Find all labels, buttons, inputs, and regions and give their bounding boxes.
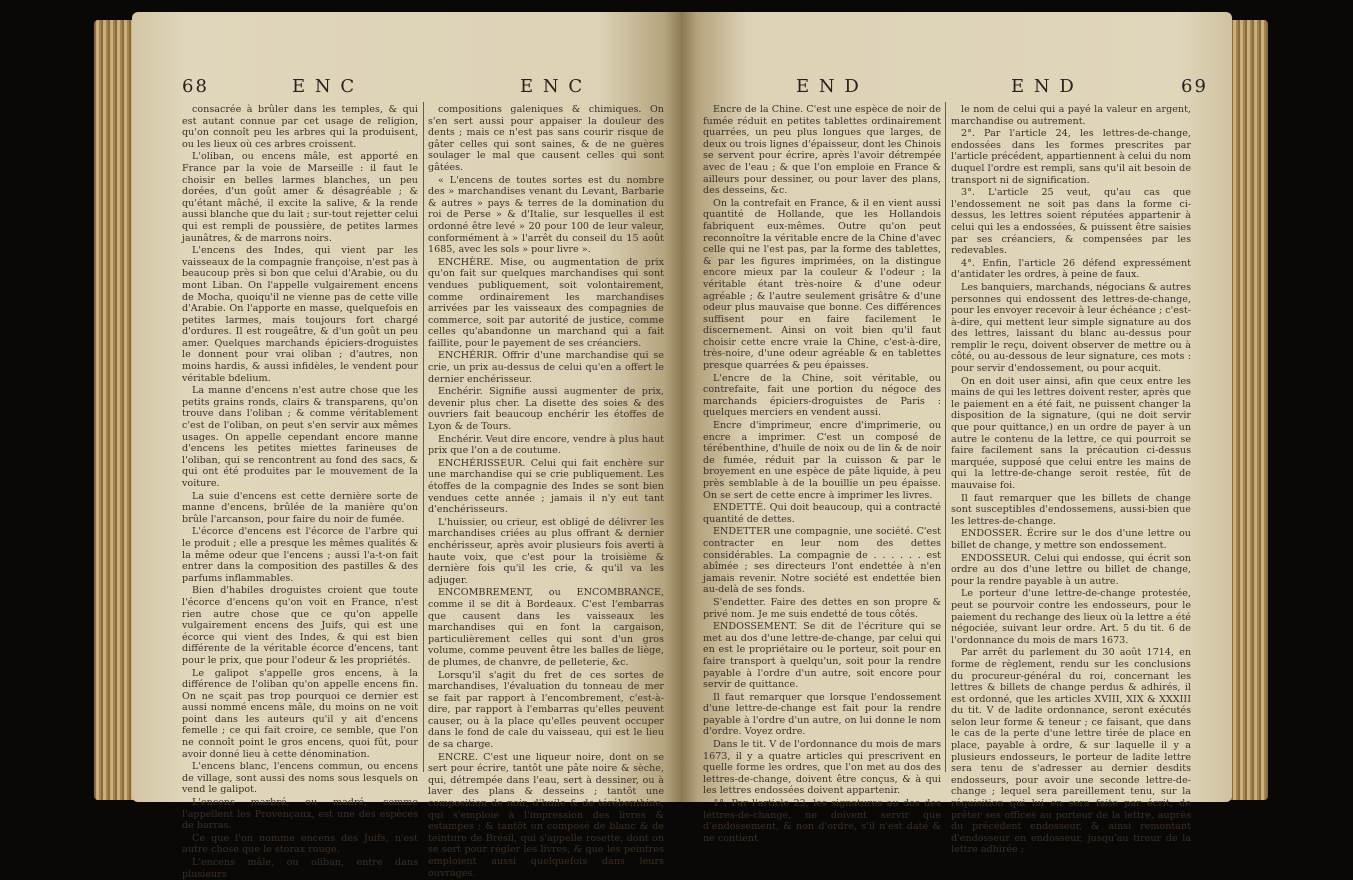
paragraph: Lorsqu'il s'agit du fret de ces sortes de marchandises, l'évaluation du tonneau de mer se fait par rapport à l'encombrement, c'est-à-dire, par rapport à l'embarras qu'elles peuvent causer, ou à la place qu'elles peuvent occuper dans le fond de cale du vaisseau, qui est le lieu de sa charge.	[428, 669, 664, 751]
paragraph: Les banquiers, marchands, négocians & autres personnes qui endossent des lettres-de-change, pour les envoyer recevoir à leur échéance ; c'est-à-dire, qui mettent leur simple signature au dos des lettres, laissant du blanc au-dessus pour remplir le reçu, doivent observer de mettre ou à côté, ou au-dessous de leur signature, ces mots : pour servir d'endossement, ou pour acquit.	[951, 281, 1191, 375]
paragraph: Dans le tit. V de l'ordonnance du mois de mars 1673, il y a quatre articles qui prescrivent en quelle forme les ordres, que l'on met au dos des lettres-de-change, doivent être conçus, & à qui les lettres endossées doivent appartenir.	[703, 739, 941, 797]
paragraph: « L'encens de toutes sortes est du nombre des » marchandises venant du Levant, Barbarie & autres » pays & terres de la domination du roi de Perse » & d'Italie, sur lesquelles il est ordonné être levé » 20 pour 100 de leur valeur, conformément à » l'arrêt du conseil du 15 août 1685, avec les sols » pour livre ».	[428, 174, 664, 256]
paragraph: L'encens marbré, ou madré, comme l'appellent les Provençaux, est une des espèces de barras.	[182, 797, 418, 832]
paragraph: Il faut remarquer que les billets de change sont susceptibles d'endossemens, aussi-bien que les lettres-de-change.	[951, 492, 1191, 527]
paragraph: Par arrêt du parlement du 30 août 1714, en forme de règlement, rendu sur les conclusions du procureur-général du roi, concernant les lettres & billets de change perdus & adhirés, il est ordonné, que les articles XVIII, XIX & XXXIII du tit. V de ladite ordonnance, seront exécutés selon leur forme & teneur ; ce faisant, que dans le cas de la perte d'une lettre tirée de place en place, payable à ordre, & sur laquelle il y a plusieurs endosseurs, le porteur de ladite lettre sera tenu de s'adresser au dernier desdits endosseurs, pour avoir une seconde lettre-de-change ; lequel sera pareillement tenu, sur la réquisition qui lui en sera faite par écrit, de prêter ses offices au porteur de la lettre, auprès du précédent endosseur, & ainsi remontant d'endosseur en endosseur, jusqu'au tireur de la lettre adhirée ;	[951, 647, 1191, 856]
paragraph: ENCHÉRISSEUR. Celui qui fait enchère sur une marchandise qui se crie publiquement. Les étoffes de la compagnie des Indes se sont bien vendues cette année ; jamais il n'y eut tant d'enchérisseurs.	[428, 457, 664, 516]
paragraph: ENDOSSEUR. Celui qui endosse, qui écrit son ordre au dos d'une lettre ou billet de change, pour la rendre payable à un autre.	[951, 552, 1191, 587]
paragraph: L'encens blanc, l'encens commun, ou encens de village, sont aussi des noms sous lesquels on vend le galipot.	[182, 761, 418, 796]
paragraph: Bien d'habiles droguistes croient que toute l'écorce d'encens qu'on voit en France, n'est rien autre chose que ce qu'on appelle vulgairement encens des Juifs, qui est une écorce qui vient des Indes, & qui est bien différente de la véritable écorce d'encens, tant pour le prix, que pour l'odeur & les propriétés.	[182, 585, 418, 666]
paragraph: Enchérir. Veut dire encore, vendre à plus haut prix que l'on a de coutume.	[428, 433, 664, 457]
paragraph: On la contrefait en France, & il en vient aussi quantité de Hollande, que les Hollandois fabriquent eux-mêmes. Outre qu'on peut reconnoître la véritable encre de la Chine d'avec celle qui ne l'est pas, par la forme des tablettes, & par les figures imprimées, on la distingue encore mieux par la couleur & l'odeur ; la véritable étant très-noire & d'une odeur agréable ; & l'autre seulement grisâtre & d'une odeur plus mauvaise que bonne. Ces différences suffisent pour en faire facilement le discernement. Ainsi on voit bien qu'il faut choisir cette encre vraie la Chine, c'est-à-dire, très-noire, d'une odeur agréable & en tablettes presque quarrées & peu épaisses.	[703, 197, 941, 372]
paragraph: 4°. Enfin, l'article 26 défend expressément d'antidater les ordres, à peine de faux.	[951, 257, 1191, 281]
paragraph: Enchérir. Signifie aussi augmenter de prix, devenir plus cher. La disette des soies & des ouvriers fait beaucoup enchérir les étoffes de Lyon & de Tours.	[428, 386, 664, 433]
paragraph: le nom de celui qui a payé la valeur en argent, marchandise ou autrement.	[951, 104, 1191, 127]
paragraph: consacrée à brûler dans les temples, & qui est autant connue par cet usage de religion, qu'on connoît peu les arbres qui la produisent, ou les lieux où ces arbres croissent.	[182, 104, 418, 150]
paragraph: ENCRE. C'est une liqueur noire, dont on se sert pour écrire, tantôt une pâte noire & sèche, qui, détrempée dans l'eau, sert à dessiner, ou à laver des plans & desseins ; tantôt une composition de noir, d'huile & de térébenthine, qui s'emploie à l'impression des livres & estampes ; & tantôt un composé de blanc & de teinture de Brésil, qui s'appelle rosette, dont on se sert pour régler les livres, & que les peintres emploient aussi quelquefois dans leurs ouvrages.	[428, 751, 664, 879]
paragraph: L'écorce d'encens est l'écorce de l'arbre qui le produit ; elle a presque les mêmes qualités & la même odeur que l'encens ; aussi l'a-t-on fait entrer dans la composition des pastilles & des parfums inflammables.	[182, 526, 418, 584]
paragraph: 3°. L'article 25 veut, qu'au cas que l'endossement ne soit pas dans la forme ci-dessus, les lettres soient réputées appartenir à celui qui les a endossées, & puissent être saisies par ses créanciers, & compensées par les redevables.	[951, 187, 1191, 257]
paragraph: Il faut remarquer que lorsque l'endossement d'une lettre-de-change est fait pour la rendre payable à l'ordre d'un autre, on lui donne le nom d'ordre. Voyez ordre.	[703, 691, 941, 738]
page-number: 69	[1181, 76, 1208, 97]
paragraph: L'encre de la Chine, soit véritable, ou contrefaite, fait une portion du négoce des marchands épiciers-droguistes de Paris : quelques merciers en vendent aussi.	[703, 372, 941, 419]
running-head: E N D	[796, 76, 861, 97]
text-column	[182, 104, 418, 880]
paragraph: La manne d'encens n'est autre chose que les petits grains ronds, clairs & transparens, qu'on trouve dans l'oliban ; & comme véritablement c'est de l'oliban, on peut s'en servir aux mêmes usages. On appelle cependant encore manne d'encens les petites miettes farineuses de l'oliban, qui se rencontrent au fond des sacs, & qui ont été produites par le mouvement de la voiture.	[182, 385, 418, 489]
paragraph: Ce que l'on nomme encens des Juifs, n'est autre chose que le storax rouge.	[182, 832, 418, 856]
right-page	[681, 12, 1232, 856]
paragraph: ENCHÉRIR. Offrir d'une marchandise qui se crie, un prix au-dessus de celui qu'en a offert le dernier enchérisseur.	[428, 350, 664, 385]
left-page	[132, 12, 681, 880]
paragraph: 2°. Par l'article 24, les lettres-de-change, endossées dans les formes prescrites par l'article précédent, appartiennent à celui du nom duquel l'ordre est rempli, sans qu'il ait besoin de transport ni de signification.	[951, 128, 1191, 186]
paragraph: L'encens des Indes, qui vient par les vaisseaux de la compagnie françoise, n'est pas à beaucoup près si bon que celui d'Arabie, ou du mont Liban. On l'appelle vulgairement encens de Mocha, quoiqu'il ne vienne pas de cette ville d'Arabie. On l'apporte en masse, quelquefois en petites larmes, mais toujours fort chargé d'ordures. Il est rougeâtre, & d'un goût un peu amer. Quelques marchands épiciers-droguistes le donnent pour vrai oliban ; d'autres, non moins hardis, & aussi infidèles, le vendent pour véritable bdelium.	[182, 245, 418, 384]
paragraph: L'encens mâle, ou oliban, entre dans plusieurs	[182, 857, 418, 880]
text-column	[951, 104, 1191, 856]
paragraph: Le galipot s'appelle gros encens, à la différence de l'oliban qu'on appelle encens fin. On ne sçait pas trop pourquoi ce dernier est aussi nommé encens mâle, du moins on ne voit point dans les auteurs qu'il y ait d'encens femelle ; ce qui fait croire, ce semble, que l'on ne connoît point le gros encens, quoi fût, pour avoir donné lieu à cette dénomination.	[182, 667, 418, 760]
paragraph: ENDOSSEMENT. Se dit de l'écriture qui se met au dos d'une lettre-de-change, par celui qui en est le propriétaire ou le porteur, soit pour en faire transport à quelqu'un, soit pour la rendre payable à l'ordre d'un autre, soit encore pour servir de quittance.	[703, 621, 941, 691]
page-number: 68	[182, 76, 209, 97]
column-divider	[423, 102, 424, 772]
paragraph: ENCHÈRE. Mise, ou augmentation de prix qu'on fait sur quelques marchandises qui sont vendues publiquement, soit volontairement, comme ordinairement les marchandises arrivées par les vaisseaux des compagnies de commerce, soit par autorité de justice, comme celles qu'abandonne un marchand qui a fait faillite, pour le payement de ses créanciers.	[428, 256, 664, 349]
paragraph: On en doit user ainsi, afin que ceux entre les mains de qui les lettres doivent rester, après que le paiement en a été fait, ne puissent changer la disposition de la signature, (qui ne doit servir que pour quittance,) en un ordre de payer à un autre le contenu de la lettre, ce qui pourroit se faire facilement sans la précaution ci-dessus marquée, supposé que celui entre les mains de qui la lettre-de-change seroit restée, fût de mauvaise foi.	[951, 375, 1191, 491]
paragraph: ENDETTER une compagnie, une société. C'est contracter en leur nom des dettes considérables. La compagnie de . . . . . . est abîmée ; ses directeurs l'ont endettée à n'en jamais revenir. Notre société est endettée bien au-delà de ses fonds.	[703, 526, 941, 596]
paragraph: L'oliban, ou encens mâle, est apporté en France par la voie de Marseille : il faut le choisir en belles larmes blanches, un peu dorées, d'un goût amer & désagréable ; & qu'étant mâché, il excite la salive, & la rende aussi blanche que du lait ; sur-tout rejetter celui qui est rempli de poussière, de petites larmes jaunâtres, & de marrons noirs.	[182, 151, 418, 244]
paragraph: Encre d'imprimeur, encre d'imprimerie, ou encre a imprimer. C'est un composé de térébenthine, d'huile de noix ou de lin & de noir de fumée, réduit par la cuisson & par le broyement en une espèce de pâte liquide, à peu près semblable à de la bouillie un peu épaisse. On se sert de cette encre à imprimer les livres.	[703, 420, 941, 501]
paragraph: compositions galeniques & chimiques. On s'en sert aussi pour appaiser la douleur des dents ; mais ce n'est pas sans courir risque de gâter celles qui sont saines, & de ne guères soulager le mal que causent celles qui sont gâtées.	[428, 104, 664, 173]
running-head: E N C	[292, 76, 357, 97]
paragraph: L'huissier, ou crieur, est obligé de délivrer les marchandises criées au plus offrant & dernier enchérisseur, après avoir plusieurs fois averti à haute voix, que c'est pour la troisième & dernière fois qu'il les crie, & qu'il va les adjuger.	[428, 516, 664, 586]
paragraph: Encre de la Chine. C'est une espèce de noir de fumée réduit en petites tablettes ordinairement quarrées, un peu plus longues que larges, de deux ou trois lignes d'épaisseur, dont les Chinois se servent pour écrire, après l'avoir détrempée avec de l'eau ; & que l'on emploie en France & ailleurs pour dessiner, ou pour laver des plans, des desseins, &c.	[703, 104, 941, 197]
text-column	[703, 104, 941, 844]
column-divider	[945, 102, 946, 772]
paragraph: ENCOMBREMENT, ou ENCOMBRANCE, comme il se dit à Bordeaux. C'est l'embarras que causent dans les vaisseaux les marchandises qui en font la cargaison, particulièrement celles qui sont d'un gros volume, comme peuvent être les balles de liège, de plumes, de chanvre, de pelleterie, &c.	[428, 587, 664, 668]
paragraph: S'endetter. Faire des dettes en son propre & privé nom. Je me suis endetté de tous côtés.	[703, 596, 941, 620]
paragraph: ENDOSSER. Écrire sur le dos d'une lettre ou billet de change, y mettre son endossement.	[951, 528, 1191, 551]
open-book-scan	[92, 6, 1270, 880]
paragraph: La suie d'encens est cette dernière sorte de manne d'encens, brûlée de la manière qu'on brûle l'arcanson, pour faire du noir de fumée.	[182, 490, 418, 525]
paragraph: Le porteur d'une lettre-de-change protestée, peut se pourvoir contre les endosseurs, pour le paiement du rechange des lieux où la lettre a été négociée, suivant leur ordre. Art. 5 du tit. 6 de l'ordonnance du mois de mars 1673.	[951, 588, 1191, 646]
paragraph: ENDETTÉ. Qui doit beaucoup, qui a contracté quantité de dettes.	[703, 502, 941, 525]
running-head: E N C	[520, 76, 585, 97]
text-column	[428, 104, 664, 879]
running-head: E N D	[1011, 76, 1076, 97]
paragraph: 1°. Par l'article 23, les signatures au dos des lettres-de-change, ne doivent servir que d'endossement, & non d'ordre, s'il n'est daté & ne contient	[703, 798, 941, 844]
